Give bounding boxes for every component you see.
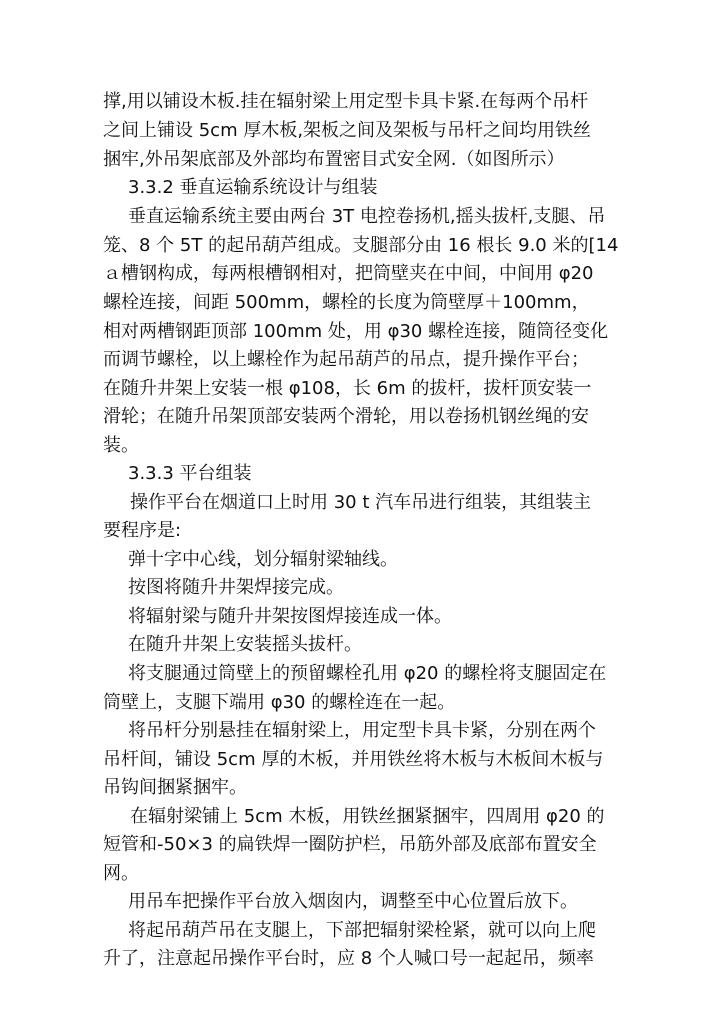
section-heading-3-3-2: 3.3.2 垂直运输系统设计与组装 <box>128 177 378 198</box>
text-line: 筒壁上，支腿下端用 φ30 的螺栓连在一起。 <box>103 692 456 713</box>
text-line: 装。 <box>103 435 139 456</box>
list-item: 将吊杆分别悬挂在辐射梁上，用定型卡具卡紧，分别在两个 <box>128 720 596 741</box>
text-line: 要程序是: <box>103 520 182 541</box>
text-line: 吊杆间，铺设 5cm 厚的木板，并用铁丝将木板与木板间木板与 <box>103 749 604 770</box>
list-item: 在辐射梁铺上 5cm 木板，用铁丝捆紧捆牢，四周用 φ20 的 <box>130 806 605 827</box>
list-item: 在随升井架上安装摇头拔杆。 <box>128 634 362 655</box>
text-line: ａ槽钢构成，每两根槽钢相对，把筒壁夹在中间，中间用 φ20 <box>103 263 594 284</box>
text-line: 相对两槽钢距顶部 100mm 处，用 φ30 螺栓连接，随筒径变化 <box>103 321 609 342</box>
text-line: 捆牢,外吊架底部及外部均布置密目式安全网.（如图所示） <box>103 149 565 170</box>
list-item: 将起吊葫芦吊在支腿上，下部把辐射梁栓紧，就可以向上爬 <box>128 920 596 941</box>
text-line: 操作平台在烟道口上时用 30 t 汽车吊进行组装，其组装主 <box>130 492 592 513</box>
text-line: 垂直运输系统主要由两台 3T 电控卷扬机,摇头拔杆,支腿、吊 <box>128 206 606 227</box>
text-line: 撑,用以铺设木板.挂在辐射梁上用定型卡具卡紧.在每两个吊杆 <box>103 91 589 112</box>
list-item: 用吊车把操作平台放入烟囱内，调整至中心位置后放下。 <box>128 891 578 912</box>
text-line: 滑轮；在随升吊架顶部安装两个滑轮，用以卷扬机钢丝绳的安 <box>103 406 589 427</box>
list-item: 弹十字中心线，划分辐射梁轴线。 <box>128 549 398 570</box>
section-heading-3-3-3: 3.3.3 平台组装 <box>128 463 252 484</box>
text-line: 螺栓连接，间距 500mm，螺栓的长度为筒壁厚＋100mm， <box>103 292 590 313</box>
text-line: 之间上铺设 5cm 厚木板,架板之间及架板与吊杆之间均用铁丝 <box>103 120 592 141</box>
text-line: 网。 <box>103 863 139 884</box>
list-item: 按图将随升井架焊接完成。 <box>128 577 344 598</box>
list-item: 将辐射梁与随升井架按图焊接连成一体。 <box>128 606 452 627</box>
text-line: 升了，注意起吊操作平台时，应 8 个人喊口号一起起吊，频率 <box>103 948 594 969</box>
list-item: 将支腿通过筒壁上的预留螺栓孔用 φ20 的螺栓将支腿固定在 <box>128 663 607 684</box>
text-line: 短管和-50×3 的扁铁焊一圈防护栏，吊筋外部及底部布置安全 <box>103 834 597 855</box>
text-line: 笼、8 个 5T 的起吊葫芦组成。支腿部分由 16 根长 9.0 米的[14 <box>103 235 619 256</box>
text-line: 在随升井架上安装一根 φ108，长 6m 的拔杆，拔杆顶安装一 <box>103 378 592 399</box>
text-line: 而调节螺栓，以上螺栓作为起吊葫芦的吊点，提升操作平台； <box>103 349 589 370</box>
text-line: 吊钩间捆紧捆牢。 <box>103 777 247 798</box>
